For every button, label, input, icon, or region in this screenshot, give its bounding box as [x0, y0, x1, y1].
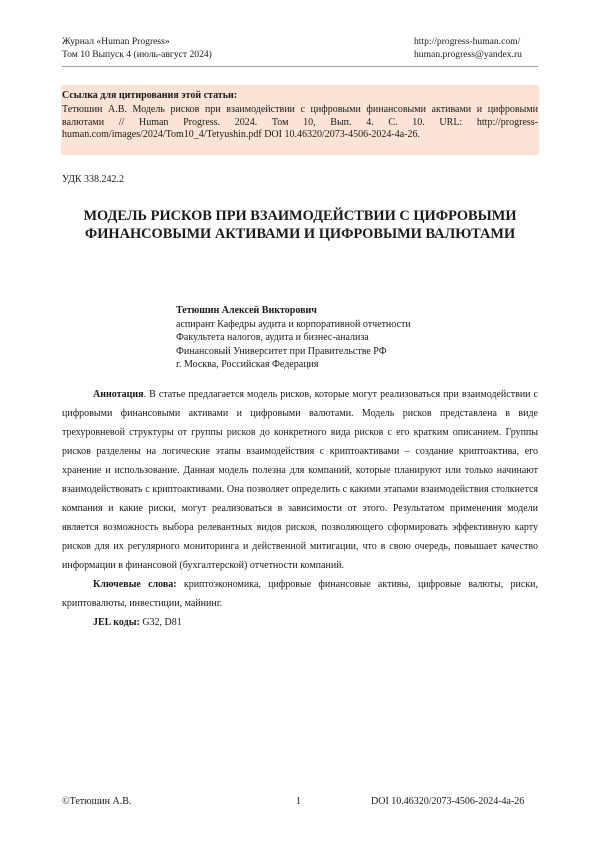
author-name: Тетюшин Алексей Викторович	[176, 305, 317, 316]
keywords-paragraph	[62, 575, 538, 613]
footer-copyright: ©Тетюшин А.В.	[62, 796, 132, 807]
abstract-paragraph	[62, 385, 538, 575]
author-position: аспирант Кафедры аудита и корпоративной отчетности	[176, 318, 411, 330]
jel-paragraph	[62, 613, 538, 632]
keywords-text: криптоэкономика, цифровые финансовые активы, цифровые валюты, риски, криптовалюты, инвестиции, майнинг.	[62, 579, 538, 609]
jel-text: G32, D81	[139, 617, 182, 628]
citation-box	[61, 85, 539, 155]
footer-doi: DOI 10.46320/2073-4506-2024-4a-26	[371, 796, 525, 807]
citation-heading: Ссылка для цитирования этой статьи:	[62, 90, 238, 101]
author-city: г. Москва, Российская Федерация	[176, 359, 319, 370]
citation-text: Тетюшин А.В. Модель рисков при взаимодействии с цифровыми финансовыми активами и цифровыми валютами // Human Progress. 2024. Том 10, Вып. 4. С. 10. URL: http://progress-human.com/images/2024/Tom10_4/Tetyushin.pdf DOI 10.46320/2073-4506-2024-4a-26.	[62, 104, 538, 140]
jel-label: JEL коды:	[93, 617, 140, 628]
journal-header-right	[414, 35, 522, 61]
keywords-label: Ключевые слова:	[93, 579, 177, 590]
footer-page-number: 1	[296, 796, 301, 807]
journal-header-left	[62, 35, 212, 61]
author-university: Финансовый Университет при Правительстве РФ	[176, 345, 387, 357]
header-divider	[62, 66, 538, 67]
journal-email[interactable]: human.progress@yandex.ru	[414, 49, 522, 60]
abstract-section	[62, 385, 538, 632]
udk-code: УДК 338.242.2	[62, 174, 125, 185]
abstract-text: . В статье предлагается модель рисков, которые могут реализоваться при взаимодействии с цифровыми финансовыми активами и цифровыми валютами. Модель рисков представлена в виде трехуровневой структуры от группы рисков до конкретного вида рисков с его кратким описанием. Группы рисков разделены на логические этапы взаимодействия с криптоактивами – создание криптоактива, его хранение и использование. Данная модель полезна для компаний, которые планируют или только начинают взаимодействовать с криптоактивами. Она позволяет определить с какими этапами взаимодействия столкнется компания и какие риски, могут реализоваться в зависимости от этого. Результатом применения модели является возможность выбора релевантных видов рисков, позволяющего сформировать эффективную карту рисков для их регулярного мониторинга и действенной митигации, что в свою очередь, повышает качество информации в финансовой (бухгалтерской) отчетности компаний.	[62, 389, 538, 571]
author-block	[176, 304, 411, 372]
author-faculty: Факультета налогов, аудита и бизнес-анализа	[176, 332, 369, 343]
journal-issue: Том 10 Выпуск 4 (июль-август 2024)	[62, 49, 212, 60]
journal-url[interactable]: http://progress-human.com/	[414, 36, 521, 47]
journal-name: Журнал «Human Progress»	[62, 36, 170, 47]
article-title: МОДЕЛЬ РИСКОВ ПРИ ВЗАИМОДЕЙСТВИИ С ЦИФРОВЫМИ ФИНАНСОВЫМИ АКТИВАМИ И ЦИФРОВЫМИ ВАЛЮТАМИ	[83, 208, 517, 242]
abstract-label: Аннотация	[93, 389, 144, 400]
